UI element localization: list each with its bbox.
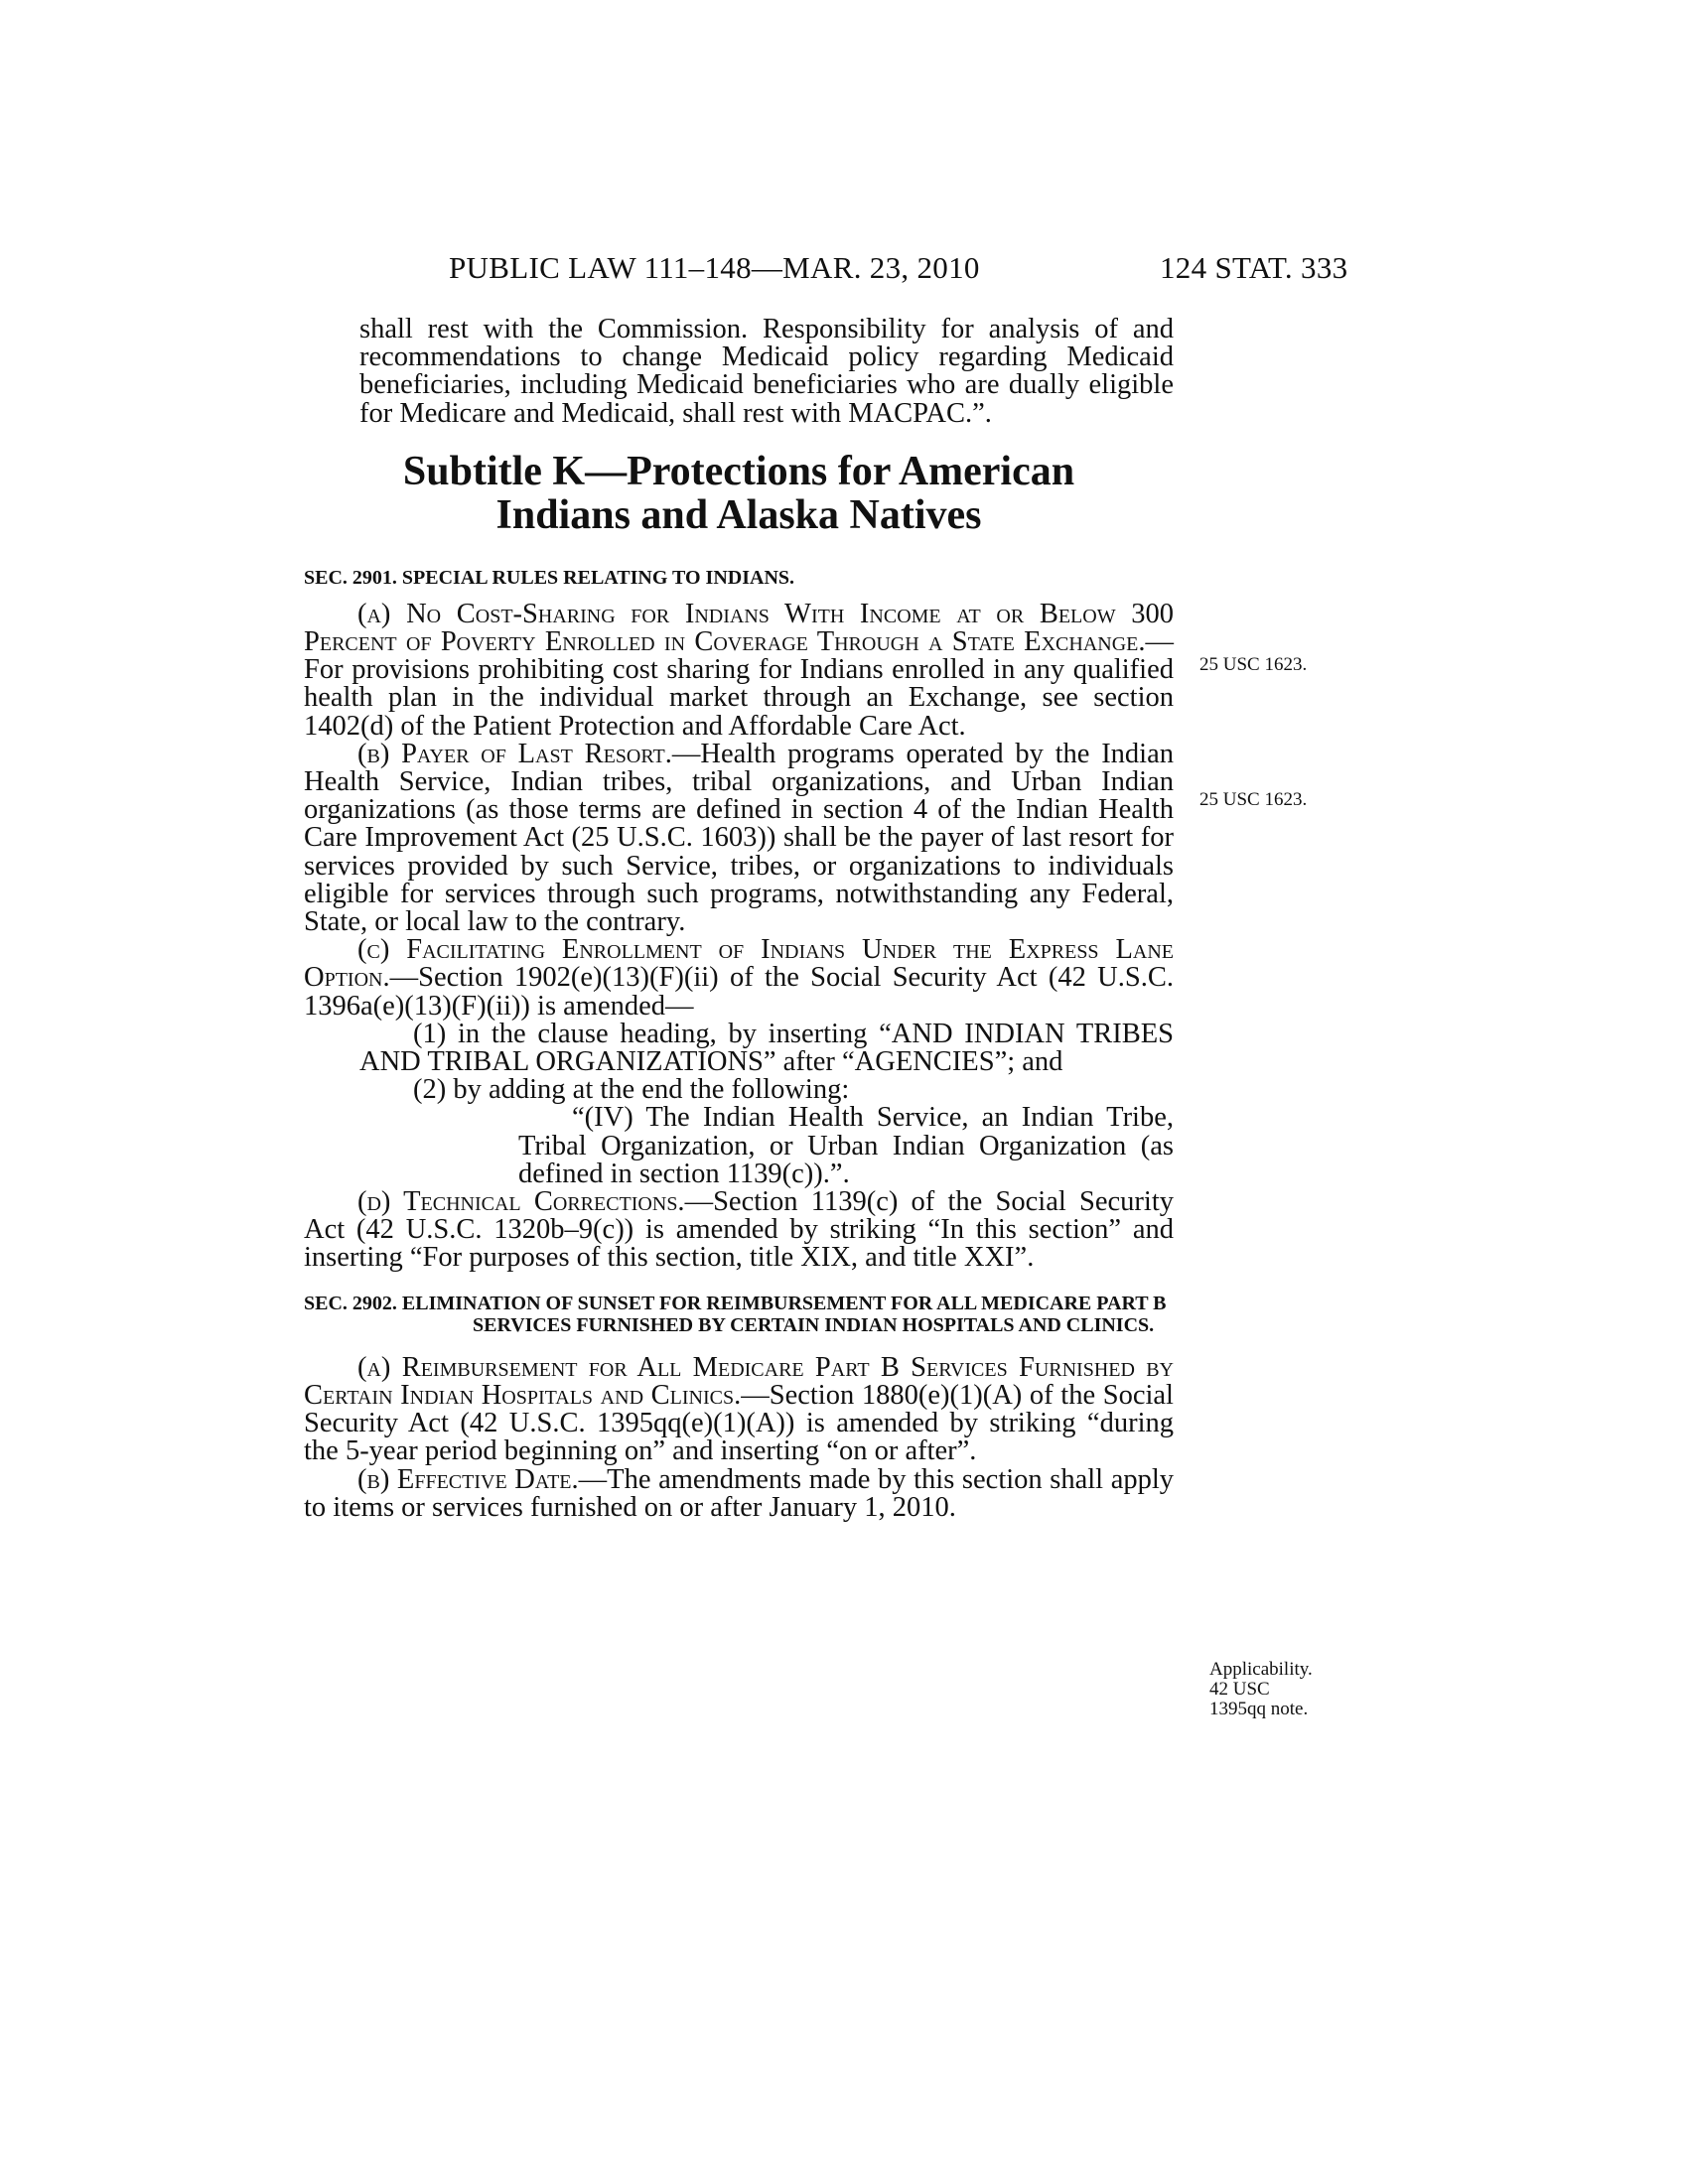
intro-paragraph: shall rest with the Commission. Responsibility for analysis of and recommendations to change Medicaid policy regarding Medicaid beneficiaries, including Medicaid beneficiaries who are dually eligible for Medicare and Medicaid, shall rest with MACPAC.”. [359, 314, 1174, 429]
section-2901-b-label: (b) Payer of Last Resort. [357, 738, 672, 769]
margin-note-2901-a: 25 USC 1623. [1199, 654, 1308, 675]
section-2902-heading: SEC. 2902. ELIMINATION OF SUNSET FOR REIMBURSEMENT FOR ALL MEDICARE PART B SERVICES FURNISHED BY CERTAIN INDIAN HOSPITALS AND CLINICS. [304, 1292, 1167, 1336]
section-2901-a-label: (a) No Cost-Sharing for Indians With Income at or Below 300 Percent of Poverty Enrolled in Coverage Through a State Exchange. [304, 598, 1174, 658]
section-2901-a [304, 598, 1174, 742]
page-header-right: 124 STAT. 333 [1160, 250, 1348, 285]
section-2902-a-text: —Section 1880(e)(1)(A) of the Social Security Act (42 U.S.C. 1395qq(e)(1)(A)) is amended by striking “during the 5-year period beginning on” and inserting “on or after”. [304, 1379, 1174, 1467]
margin-note-2901-b: 25 USC 1623. [1199, 789, 1308, 810]
section-2902-b-text: —The amendments made by this section shall apply to items or services furnished on or after January 1, 2010. [304, 1463, 1175, 1523]
section-2902-b-label: (b) Effective Date. [357, 1463, 579, 1495]
section-2901-d-text: —Section 1139(c) of the Social Security Act (42 U.S.C. 1320b–9(c)) is amended by striking “In this section” and inserting “For purposes of this section, title XIX, and title XXI”. [304, 1186, 1174, 1274]
section-2901-b [304, 738, 1175, 938]
section-2901-a-text: —For provisions prohibiting cost sharing for Indians enrolled in any qualified health plan in the individual market through an Exchange, see section 1402(d) of the Patient Protection and Affordable Care Act. [304, 626, 1174, 742]
section-2901-c-2: (2) by adding at the end the following: [413, 1074, 850, 1106]
section-2901-b-text: —Health programs operated by the Indian Health Service, Indian tribes, tribal organizations, and Urban Indian organizations (as those terms are defined in section 4 of the Indian Health Care Improvement Act (25 U.S.C. 1603)) shall be the payer of last resort for services provided by such Service, tribes, or organizations to individuals eligible for services through such programs, notwithstanding any Federal, State, or local law to the contrary. [304, 738, 1175, 938]
section-2901-c-text: —Section 1902(e)(13)(F)(ii) of the Social Security Act (42 U.S.C. 1396a(e)(13)(F)(ii)) is amended— [304, 962, 1174, 1022]
section-2901-c-1: (1) in the clause heading, by inserting “AND INDIAN TRIBES AND TRIBAL ORGANIZATIONS” after “AGENCIES”; and [359, 1018, 1174, 1078]
section-2901-c [304, 936, 1174, 1021]
section-2902-b [304, 1463, 1175, 1523]
subtitle-line-1: Subtitle K—Protections for American [402, 448, 1075, 494]
section-2902-a [304, 1351, 1174, 1467]
margin-note-2902-b: Applicability. 42 USC 1395qq note. [1209, 1659, 1313, 1719]
section-2901-c-label: (c) Facilitating Enrollment of Indians Under the Express Lane Option. [304, 934, 1174, 994]
section-2901-d [304, 1188, 1174, 1273]
page-body [304, 316, 1174, 1522]
section-2901-c-2-quote: “(IV) The Indian Health Service, an Indian Tribe, Tribal Organization, or Urban Indian Organization (as defined in section 1139(c)).”. [518, 1102, 1174, 1189]
subtitle-line-2: Indians and Alaska Natives [495, 491, 982, 538]
section-2902-a-label: (a) Reimbursement for All Medicare Part B Services Furnished by Certain Indian Hospitals and Clinics. [304, 1351, 1174, 1411]
section-2901-d-label: (d) Technical Corrections. [357, 1186, 685, 1218]
page-header-left: PUBLIC LAW 111–148—MAR. 23, 2010 [449, 250, 980, 285]
section-2901-heading: SEC. 2901. SPECIAL RULES RELATING TO INDIANS. [304, 566, 795, 589]
